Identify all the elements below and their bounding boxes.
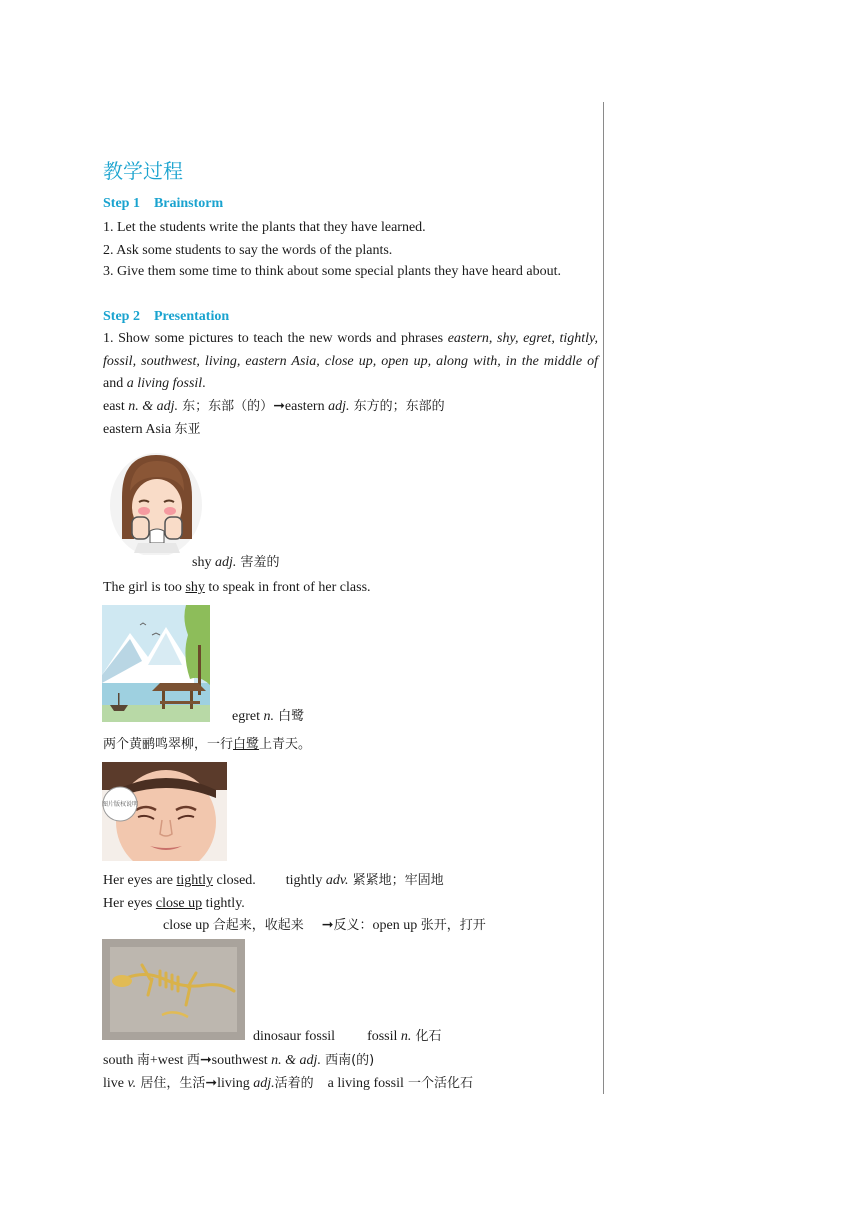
shy-entry: shy adj. 害羞的 <box>192 555 280 570</box>
close-up-sentence: Her eyes close up tightly. <box>103 896 245 911</box>
shy-sentence: The girl is too shy to speak in front of her class. <box>103 580 371 595</box>
southwest-entry: south 南+west 西➞southwest n. & adj. 西南(的) <box>103 1053 375 1068</box>
live-entry: live v. 居住，生活➞living adj.活着的 a living fossil 一个活化石 <box>103 1076 474 1091</box>
step-1-title: Step 1 Brainstorm <box>103 196 224 211</box>
step-2-intro: 1. Show some pictures to teach the new words and phrases eastern, shy, egret, tightly, fossil, southwest, living, eastern Asia, close up, open up, along with, in the middle of and a living fossil. <box>103 331 598 391</box>
poem-line: 两个黄鹂鸣翠柳，一行白鹭上青天。 <box>103 737 312 752</box>
close-up-entry: close up 合起来，收起来 ➞反义：open up 张开，打开 <box>163 918 486 933</box>
step-2-title: Step 2 Presentation <box>103 309 230 324</box>
shy-girl-image <box>108 447 208 555</box>
dinosaur-fossil-image <box>102 939 245 1040</box>
tightly-sentence: Her eyes are tightly closed. tightly adv. 紧紧地；牢固地 <box>103 873 444 888</box>
egret-entry: egret n. 白鹭 <box>232 709 305 724</box>
arrow-icon: ➞ <box>199 1053 212 1068</box>
fossil-entry: dinosaur fossil fossil n. 化石 <box>253 1029 442 1044</box>
east-entry: east n. & adj. 东；东部（的）➞eastern adj. 东方的；东部的 <box>103 399 445 414</box>
margin-rule <box>603 102 604 1094</box>
step-1-item-3: 3. Give them some time to think about some special plants they have heard about. <box>103 264 562 279</box>
egret-landscape-image <box>102 605 210 722</box>
squinting-face-image <box>102 762 227 861</box>
arrow-icon: ➞ <box>321 918 334 933</box>
arrow-icon: ➞ <box>273 399 285 414</box>
eastern-asia-entry: eastern Asia 东亚 <box>103 422 201 437</box>
page-heading: 教学过程 <box>103 159 183 183</box>
step-1-item-2: 2. Ask some students to say the words of the plants. <box>103 243 393 258</box>
step-1-item-1: 1. Let the students write the plants that they have learned. <box>103 220 426 235</box>
badge-text: 图片版权说明 <box>102 801 139 808</box>
arrow-icon: ➞ <box>205 1076 218 1091</box>
